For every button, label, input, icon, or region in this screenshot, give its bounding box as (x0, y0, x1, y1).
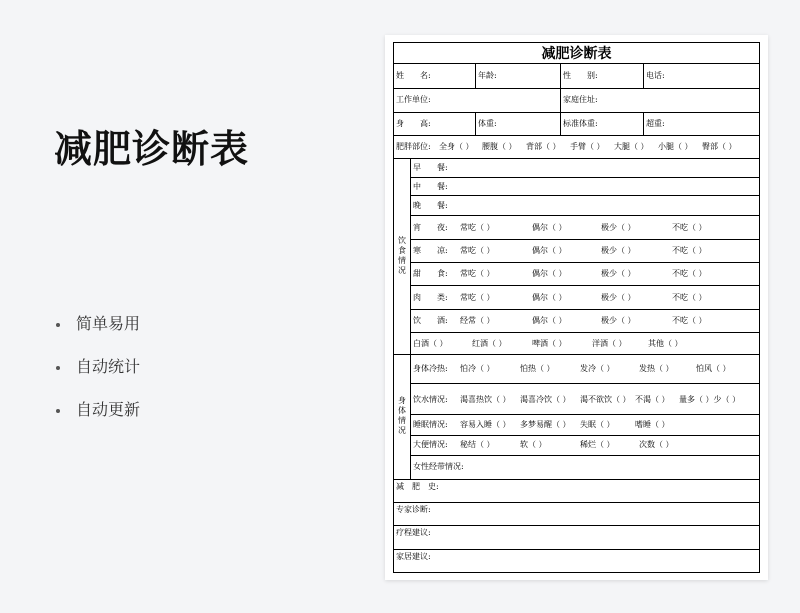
feature-label: 自动统计 (76, 359, 141, 376)
row-line (410, 285, 759, 286)
frequency-option[interactable]: 不吃（ ） (672, 316, 707, 325)
row-line (410, 195, 759, 196)
frequency-option[interactable]: 极少（ ） (601, 269, 636, 278)
body-label-char: 身 (398, 396, 406, 405)
bullet-icon (56, 323, 60, 327)
sweets-label: 甜 食: (413, 269, 448, 278)
frequency-option[interactable]: 不吃（ ） (672, 269, 707, 278)
row-line (394, 158, 759, 159)
row-line (410, 177, 759, 178)
row-line (410, 435, 759, 436)
row-line (410, 383, 759, 384)
stool-option[interactable]: 软（ ） (520, 440, 547, 449)
drinking-option[interactable]: 渴喜热饮（ ） (460, 395, 511, 404)
col-line (643, 63, 644, 88)
row-line (410, 332, 759, 333)
overweight-field[interactable]: 超重: (646, 119, 665, 128)
breakfast-field[interactable]: 早 餐: (413, 163, 448, 172)
frequency-option[interactable]: 不吃（ ） (672, 223, 707, 232)
frequency-option[interactable]: 不吃（ ） (672, 293, 707, 302)
drinking-option[interactable]: 量多（ ）少（ ） (679, 395, 741, 404)
row-line (394, 525, 759, 526)
col-line (475, 63, 476, 88)
frequency-option[interactable]: 经常（ ） (460, 316, 495, 325)
frequency-option[interactable]: 极少（ ） (601, 223, 636, 232)
cold-food-label: 寒 凉: (413, 246, 448, 255)
expert-diagnosis-field[interactable]: 专家诊断: (396, 505, 431, 514)
address-field[interactable]: 家庭住址: (563, 95, 598, 104)
col-line (560, 88, 561, 135)
row-line (410, 239, 759, 240)
frequency-option[interactable]: 偶尔（ ） (532, 246, 567, 255)
meat-label: 肉 类: (413, 293, 448, 302)
frequency-option[interactable]: 偶尔（ ） (532, 269, 567, 278)
drinking-option[interactable]: 渴喜冷饮（ ） (520, 395, 571, 404)
col-line (560, 63, 561, 88)
row-line (394, 502, 759, 503)
cold-hot-option[interactable]: 发热（ ） (639, 364, 674, 373)
frequency-option[interactable]: 极少（ ） (601, 293, 636, 302)
row-line (394, 479, 759, 480)
home-advice-field[interactable]: 家居建议: (396, 552, 431, 561)
drinking-label: 饮水情况: (413, 395, 448, 404)
bullet-icon (56, 366, 60, 370)
frequency-option[interactable]: 不吃（ ） (672, 246, 707, 255)
gender-field[interactable]: 性 别: (563, 71, 598, 80)
form-title: 减肥诊断表 (541, 46, 612, 62)
row-line (410, 215, 759, 216)
weight-field[interactable]: 体重: (478, 119, 497, 128)
body-label-char: 体 (398, 406, 406, 415)
name-field[interactable]: 姓 名: (396, 71, 431, 80)
col-line (410, 158, 411, 479)
stool-option[interactable]: 稀烂（ ） (580, 440, 615, 449)
row-line (394, 549, 759, 550)
cold-hot-option[interactable]: 发冷（ ） (580, 364, 615, 373)
row-line (394, 135, 759, 136)
sleep-option[interactable]: 失眠（ ） (580, 420, 615, 429)
stool-option[interactable]: 秘结（ ） (460, 440, 495, 449)
body-label-char: 况 (398, 426, 406, 435)
cold-hot-option[interactable]: 怕风（ ） (696, 364, 731, 373)
treatment-advice-field[interactable]: 疗程建议: (396, 528, 431, 537)
drinking-option[interactable]: 渴不欲饮（ ） (580, 395, 631, 404)
feature-label: 简单易用 (76, 316, 141, 333)
stool-label: 大便情况: (413, 440, 448, 449)
drinking-option[interactable]: 不渴（ ） (635, 395, 670, 404)
frequency-option[interactable]: 偶尔（ ） (532, 316, 567, 325)
body-section-label (396, 396, 408, 436)
obesity-option[interactable]: 大腿（ ） (614, 142, 649, 151)
page-title: 减肥诊断表 (54, 129, 250, 171)
frequency-option[interactable]: 偶尔（ ） (532, 223, 567, 232)
obesity-option[interactable]: 小腿（ ） (658, 142, 693, 151)
workplace-field[interactable]: 工作单位: (396, 95, 431, 104)
row-line (394, 112, 759, 113)
cold-hot-option[interactable]: 怕热（ ） (520, 364, 555, 373)
col-line (643, 112, 644, 135)
alcohol-type-option[interactable]: 其他（ ） (648, 339, 683, 348)
alcohol-label: 饮 酒: (413, 316, 448, 325)
stool-option[interactable]: 次数（ ） (639, 440, 674, 449)
bullet-icon (56, 409, 60, 413)
frequency-option[interactable]: 常吃（ ） (460, 223, 495, 232)
feature-list (54, 314, 140, 443)
frequency-option[interactable]: 常吃（ ） (460, 293, 495, 302)
frequency-option[interactable]: 常吃（ ） (460, 269, 495, 278)
diet-label-char: 饮 (398, 236, 406, 245)
cold-hot-label: 身体冷热: (413, 364, 448, 373)
diet-section-label (396, 236, 408, 276)
sleep-option[interactable]: 多梦易醒（ ） (520, 420, 571, 429)
alcohol-type-option[interactable]: 啤酒（ ） (532, 339, 567, 348)
row-line (410, 455, 759, 456)
row-line (410, 414, 759, 415)
obesity-option[interactable]: 臀部（ ） (702, 142, 737, 151)
standard-weight-field[interactable]: 标准体重: (563, 119, 598, 128)
diet-label-char: 食 (398, 246, 406, 255)
diet-label-char: 况 (398, 266, 406, 275)
obesity-option[interactable]: 腰腹（ ） (482, 142, 517, 151)
feature-item (54, 314, 140, 357)
obesity-label: 肥胖部位: (396, 142, 431, 151)
height-field[interactable]: 身 高: (396, 119, 431, 128)
diet-label-char: 情 (398, 256, 406, 265)
form-preview (385, 35, 768, 580)
col-line (475, 112, 476, 135)
weight-loss-history-field[interactable]: 减 肥 史: (396, 482, 439, 491)
obesity-option[interactable]: 手臂（ ） (570, 142, 605, 151)
alcohol-type-option[interactable]: 白酒（ ） (413, 339, 448, 348)
row-line (410, 309, 759, 310)
lunch-field[interactable]: 中 餐: (413, 182, 448, 191)
dinner-field[interactable]: 晚 餐: (413, 201, 448, 210)
diagnosis-form (393, 42, 760, 573)
frequency-option[interactable]: 常吃（ ） (460, 246, 495, 255)
feature-item (54, 357, 140, 400)
sleep-option[interactable]: 容易入睡（ ） (460, 420, 511, 429)
sleep-label: 睡眠情况: (413, 420, 448, 429)
phone-field[interactable]: 电话: (646, 71, 665, 80)
row-line (394, 88, 759, 89)
age-field[interactable]: 年龄: (478, 71, 497, 80)
row-line (410, 262, 759, 263)
frequency-option[interactable]: 极少（ ） (601, 246, 636, 255)
row-line (394, 354, 759, 355)
obesity-option[interactable]: 全身（ ） (439, 142, 474, 151)
obesity-option[interactable]: 背部（ ） (526, 142, 561, 151)
row-line (394, 63, 759, 64)
frequency-option[interactable]: 极少（ ） (601, 316, 636, 325)
sleep-option[interactable]: 嗜睡（ ） (635, 420, 670, 429)
frequency-option[interactable]: 偶尔（ ） (532, 293, 567, 302)
late-snack-label: 宵 夜: (413, 223, 448, 232)
menstrual-field[interactable]: 女性经带情况: (413, 462, 464, 471)
alcohol-type-option[interactable]: 红酒（ ） (472, 339, 507, 348)
cold-hot-option[interactable]: 怕冷（ ） (460, 364, 495, 373)
alcohol-type-option[interactable]: 洋酒（ ） (592, 339, 627, 348)
body-label-char: 情 (398, 416, 406, 425)
feature-label: 自动更新 (76, 402, 141, 419)
feature-item (54, 400, 140, 443)
